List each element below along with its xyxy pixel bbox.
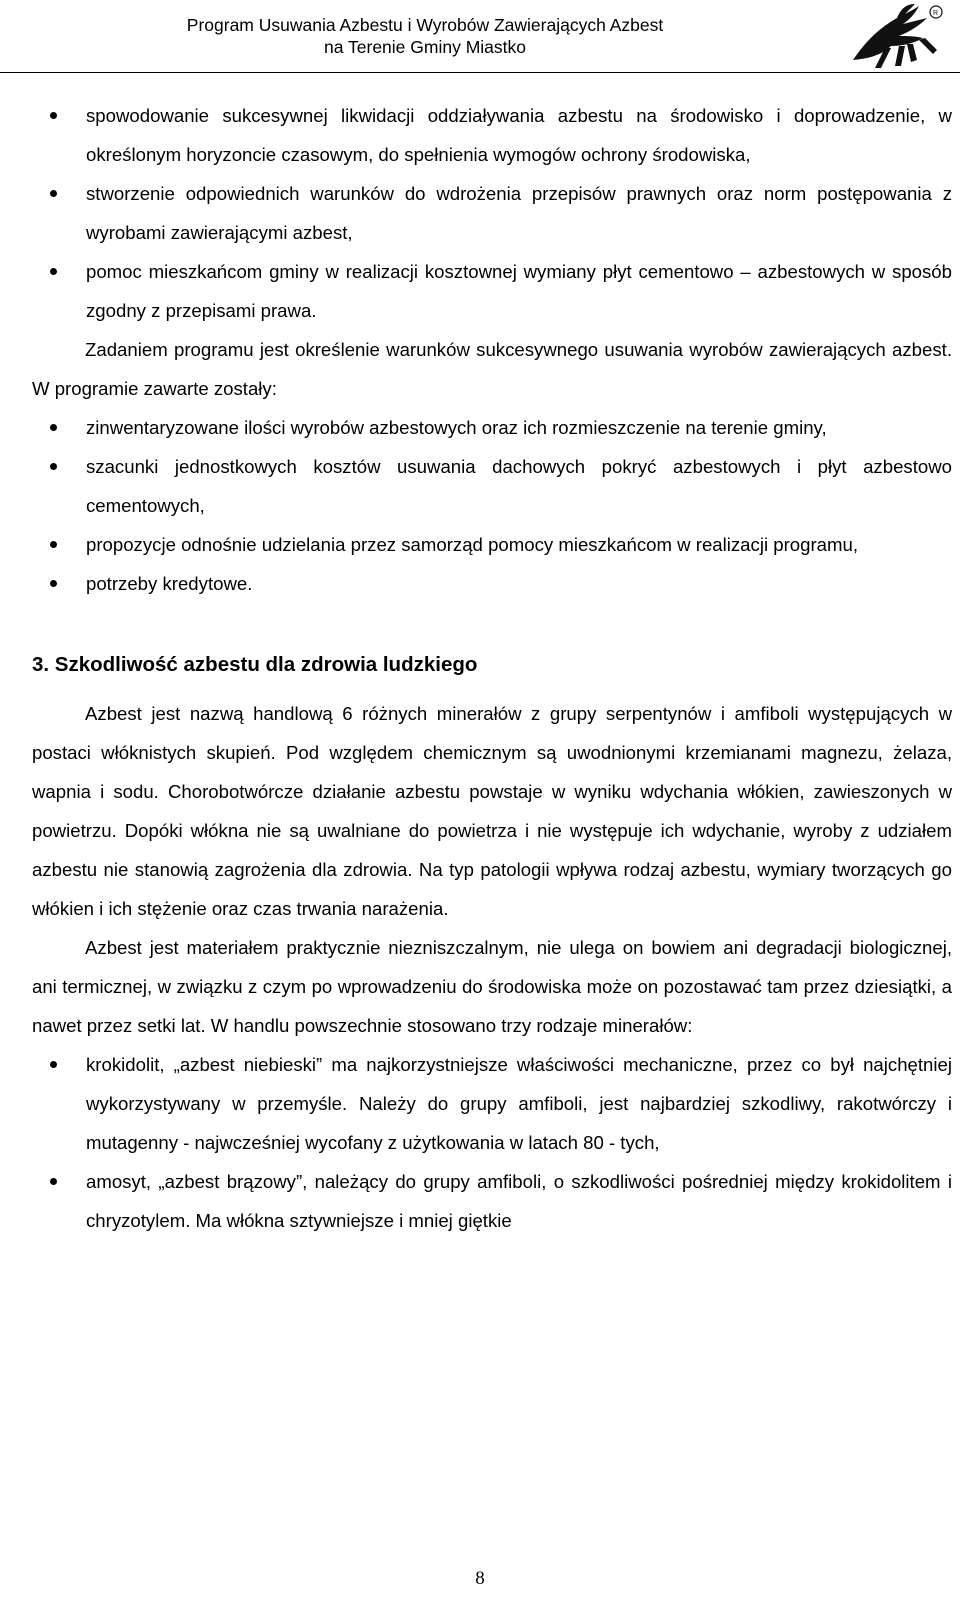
list-item-text: stworzenie odpowiednich warunków do wdrożenia przepisów prawnych oraz norm postępowania z wyrobami zawierającymi azbest, — [86, 183, 952, 243]
header-title — [130, 14, 720, 58]
bird-logo-icon — [845, 2, 945, 70]
goals-list — [32, 96, 952, 330]
header-rule — [0, 72, 960, 73]
program-contents-list — [32, 408, 952, 603]
list-item — [32, 564, 952, 603]
bullet-icon — [50, 1178, 57, 1185]
list-item-text: amosyt, „azbest brązowy”, należący do grupy amfiboli, o szkodliwości pośredniej między krokidolitem i chryzotylem. Ma włókna sztywniejsze i mniej giętkie — [86, 1171, 952, 1231]
bullet-icon — [50, 1061, 57, 1068]
list-item — [32, 1045, 952, 1162]
bullet-icon — [50, 541, 57, 548]
bullet-icon — [50, 580, 57, 587]
list-item-text: krokidolit, „azbest niebieski” ma najkorzystniejsze właściwości mechaniczne, przez co był najchętniej wykorzystywany w przemyśle. Należy do grupy amfiboli, jest najbardziej szkodliwy, rakotwórczy i mutagenny - najwcześniej wycofany z użytkowania w latach 80 - tych, — [86, 1054, 952, 1153]
list-item-text: spowodowanie sukcesywnej likwidacji oddziaływania azbestu na środowisko i doprowadzenie, w określonym horyzoncie czasowym, do spełnienia wymogów ochrony środowiska, — [86, 105, 952, 165]
list-item-text: propozycje odnośnie udzielania przez samorząd pomocy mieszkańcom w realizacji programu, — [86, 534, 858, 555]
paragraph: Zadaniem programu jest określenie warunków sukcesywnego usuwania wyrobów zawierających azbest. W programie zawarte zostały: — [32, 339, 952, 399]
svg-text:R: R — [933, 10, 939, 17]
bullet-icon — [50, 268, 57, 275]
minerals-list — [32, 1045, 952, 1240]
list-item — [32, 525, 952, 564]
list-item — [32, 1162, 952, 1240]
bullet-icon — [50, 424, 57, 431]
page-number: 8 — [475, 1568, 485, 1589]
paragraph: Azbest jest materiałem praktycznie niezniszczalnym, nie ulega on bowiem ani degradacji biologicznej, ani termicznej, w związku z czym po wprowadzeniu do środowiska może on pozostawać tam przez dziesiątki, a nawet przez setki lat. W handlu powszechnie stosowano trzy rodzaje minerałów: — [32, 937, 952, 1036]
list-item-text: pomoc mieszkańcom gminy w realizacji kosztownej wymiany płyt cementowo – azbestowych w sposób zgodny z przepisami prawa. — [86, 261, 952, 321]
list-item — [32, 252, 952, 330]
document-body — [32, 96, 952, 1240]
list-item-text: zinwentaryzowane ilości wyrobów azbestowych oraz ich rozmieszczenie na terenie gminy, — [86, 417, 827, 438]
bullet-icon — [50, 190, 57, 197]
list-item — [32, 96, 952, 174]
section-title: 3. Szkodliwość azbestu dla zdrowia ludzkiego — [32, 653, 478, 676]
paragraph: Azbest jest nazwą handlową 6 różnych minerałów z grupy serpentynów i amfiboli występujących w postaci włóknistych skupień. Pod względem chemicznym są uwodnionymi krzemianami magnezu, żelaza, wapnia i sodu. Chorobotwórcze działanie azbestu powstaje w wyniku wdychania włókien, zawieszonych w powietrzu. Dopóki włókna nie są uwalniane do powietrza i nie występuje ich wdychanie, wyroby z udziałem azbestu nie stanowią zagrożenia dla zdrowia. Na typ patologii wpływa rodzaj azbestu, wymiary tworzących go włókien i ich stężenie oraz czas trwania narażenia. — [32, 703, 952, 919]
list-item — [32, 408, 952, 447]
bullet-icon — [50, 463, 57, 470]
header-title-line1: Program Usuwania Azbestu i Wyrobów Zawierających Azbest — [186, 15, 664, 35]
list-item-text: szacunki jednostkowych kosztów usuwania dachowych pokryć azbestowych i płyt azbestowo cementowych, — [86, 456, 952, 516]
list-item — [32, 447, 952, 525]
bullet-icon — [50, 112, 57, 119]
page-header — [0, 0, 960, 75]
header-title-line2: na Terenie Gminy Miastko — [324, 37, 526, 57]
list-item-text: potrzeby kredytowe. — [86, 573, 253, 594]
list-item — [32, 174, 952, 252]
